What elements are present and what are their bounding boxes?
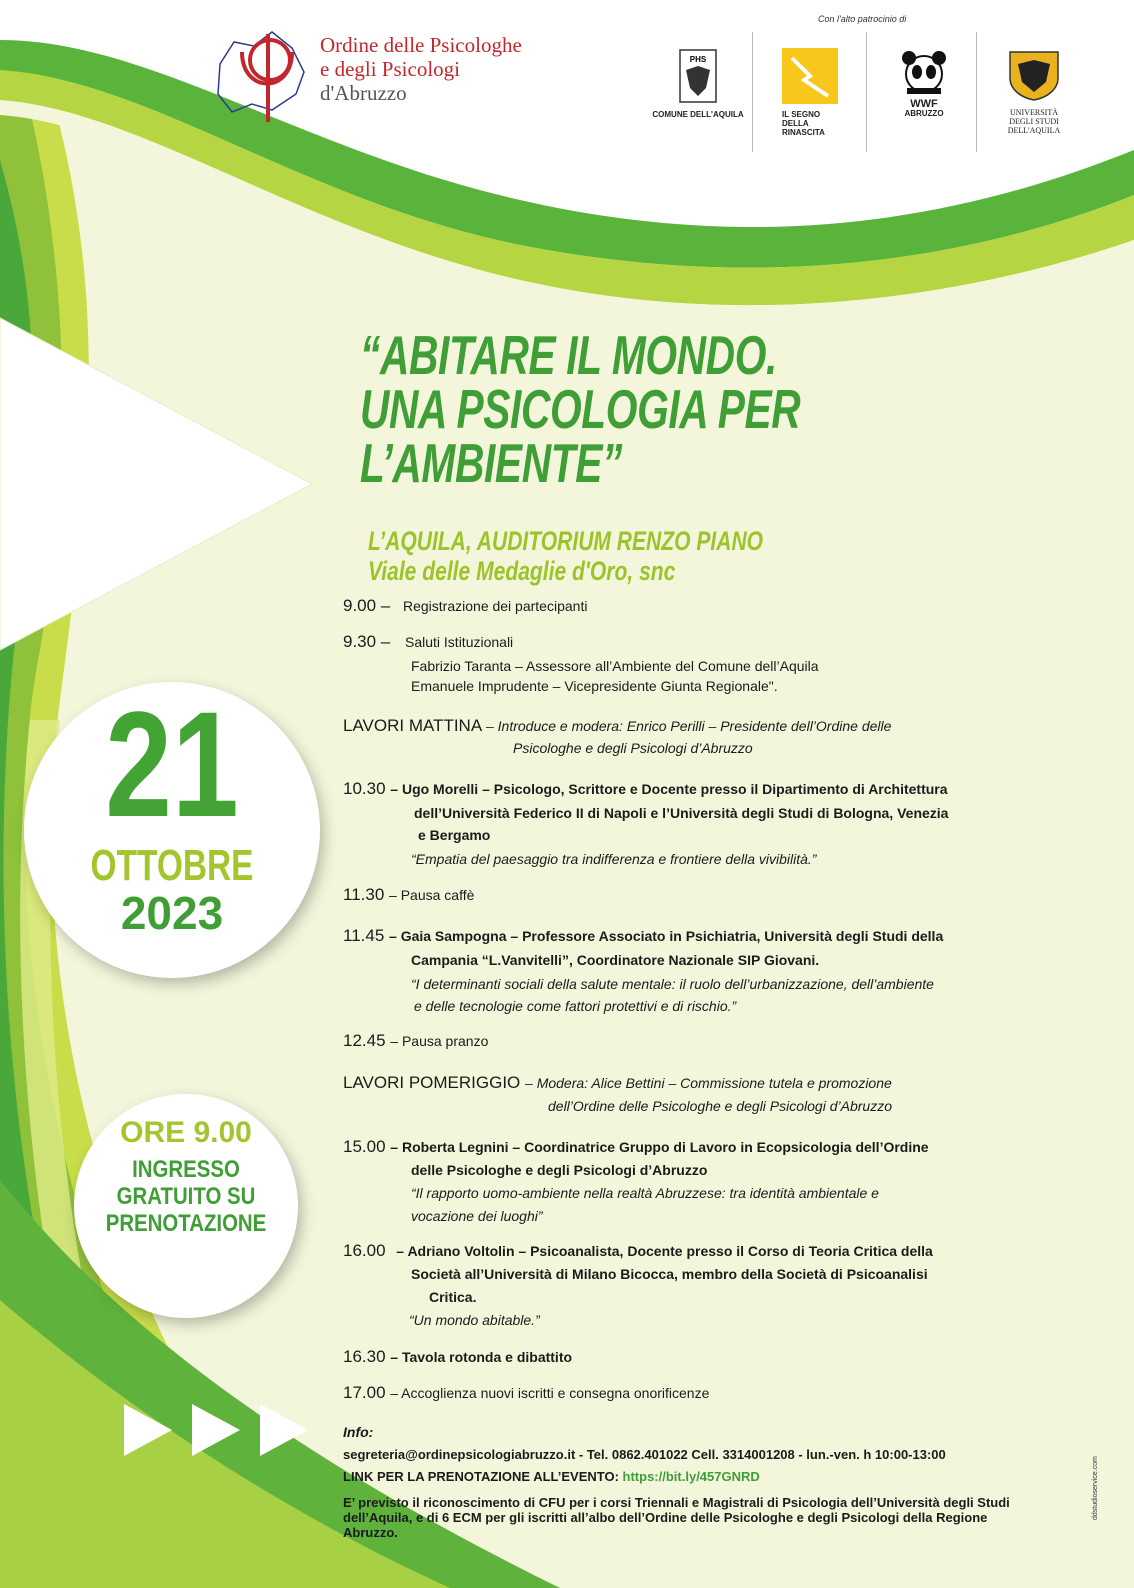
sponsor-univaq	[986, 48, 1082, 135]
organizer-name-line2: e degli Psicologi	[320, 57, 460, 81]
program-time: 17.00	[343, 1383, 386, 1402]
venue-address: Viale delle Medaglie d'Oro, snc	[368, 556, 676, 586]
program-desc-cont: dell’Università Federico II di Napoli e l’Università degli Studi di Bologna, Venezia	[414, 805, 949, 821]
segno-label-3: RINASCITA	[782, 128, 825, 137]
event-title-line1: “ABITARE IL MONDO.	[360, 324, 777, 386]
date-month: OTTOBRE	[90, 841, 254, 890]
program-item-1630	[343, 1347, 572, 1367]
program-time: 10.30	[343, 779, 386, 798]
sponsor-segno-rinascita	[764, 48, 860, 137]
sponsor-wwf	[876, 48, 972, 118]
program-item-1700	[343, 1383, 709, 1403]
designer-credit: ddstudioservice.com	[1092, 1456, 1099, 1520]
program-desc-cont: Campania “L.Vanvitelli”, Coordinatore Nazionale SIP Giovani.	[411, 952, 820, 968]
program-time: 15.00	[343, 1137, 386, 1156]
univaq-crest-icon	[1006, 48, 1062, 102]
program-item-930	[343, 632, 513, 652]
program-quote-cont: e delle tecnologie come fattori protettivi e di rischio.”	[414, 998, 737, 1014]
program-time: 9.30 –	[343, 632, 391, 651]
segno-label-2: DELLA	[782, 119, 809, 128]
entry-line1: INGRESSO	[132, 1156, 240, 1183]
program-item-1600	[343, 1241, 933, 1261]
segno-rinascita-logo-icon	[782, 48, 838, 104]
program-desc-cont: Società all’Università di Milano Bicocca, membro della Società di Psicoanalisi	[411, 1266, 928, 1282]
wwf-panda-icon	[899, 48, 949, 94]
organizer-name-line1: Ordine delle Psicologhe	[320, 33, 522, 57]
entry-line2: GRATUITO SU	[116, 1183, 256, 1210]
program-desc: – Gaia Sampogna – Professore Associato in Psichiatria, Università degli Studi della	[389, 928, 944, 944]
univaq-label-1: UNIVERSITÀ	[1010, 108, 1058, 117]
afternoon-head: LAVORI POMERIGGIO	[343, 1073, 521, 1092]
program-morning-header	[343, 716, 891, 736]
comune-crest-icon	[678, 48, 718, 104]
event-title-line2: UNA PSICOLOGIA PER	[360, 378, 801, 440]
program-time: 11.30	[343, 885, 385, 904]
program-item-1030	[343, 779, 948, 799]
date-day: 21	[105, 680, 239, 848]
program-desc: – Tavola rotonda e dibattito	[390, 1349, 573, 1365]
entry-text	[91, 1156, 281, 1237]
univaq-label-2: DEGLI STUDI	[1009, 117, 1059, 126]
program-desc: Registrazione dei partecipanti	[403, 598, 588, 614]
afternoon-moderator-cont: dell’Ordine delle Psicologhe e degli Psicologi d’Abruzzo	[548, 1098, 892, 1114]
program-time: 9.00 –	[343, 596, 391, 615]
program-item-900	[343, 596, 587, 616]
wwf-region-label: ABRUZZO	[904, 109, 944, 118]
booking-label: LINK PER LA PRENOTAZIONE ALL’EVENTO:	[343, 1469, 619, 1484]
program-desc: Saluti Istituzionali	[405, 634, 514, 650]
program-desc-cont: Critica.	[429, 1289, 477, 1305]
info-credits: E’ previsto il riconoscimento di CFU per i corsi Triennali e Magistrali di Psicologia dell’Università degli Studi dell’Aquila, e di 6 ECM per gli iscritti all’albo dell’Ordine delle Psicologhe e degli Psicologi della Regione Abruzzo.	[343, 1495, 1010, 1540]
sponsor-comune-aquila	[650, 48, 746, 119]
sponsor-divider	[976, 32, 977, 152]
program-speaker-imprudente: Emanuele Imprudente – Vicepresidente Giunta Regionale".	[411, 678, 778, 694]
crest-letters: PHS	[689, 55, 707, 64]
program-item-1500	[343, 1137, 929, 1157]
segno-label-1: IL SEGNO	[782, 110, 821, 119]
program-quote: “Empatia del paesaggio tra indifferenza e frontiere della vivibilità.”	[411, 851, 817, 867]
program-desc: – Adriano Voltolin – Psicoanalista, Docente presso il Corso di Teoria Critica della	[396, 1243, 933, 1259]
program-item-1130	[343, 885, 474, 905]
date-badge	[24, 682, 320, 978]
program-quote: “Un mondo abitable.”	[409, 1312, 540, 1328]
program-desc: – Pausa caffè	[389, 887, 475, 903]
morning-moderator: – Introduce e modera: Enrico Perilli – Presidente dell’Ordine delle	[485, 718, 892, 734]
entry-line3: PRENOTAZIONE	[105, 1210, 267, 1237]
organizer-name	[320, 33, 522, 105]
sponsor-comune-label: COMUNE DELL'AQUILA	[652, 110, 744, 119]
program-time: 16.00	[343, 1241, 386, 1260]
program-afternoon-header	[343, 1073, 892, 1093]
info-contacts: segreteria@ordinepsicologiabruzzo.it - Tel. 0862.401022 Cell. 3314001208 - lun.-ven. h 10:00-13:00	[343, 1447, 946, 1462]
wwf-label: WWF	[910, 98, 938, 110]
booking-link[interactable]: https://bit.ly/457GNRD	[622, 1469, 760, 1484]
program-item-1145	[343, 926, 943, 946]
program-desc: – Accoglienza nuovi iscritti e consegna onorificenze	[390, 1385, 710, 1401]
info-heading: Info:	[343, 1424, 374, 1440]
program-desc: – Ugo Morelli – Psicologo, Scrittore e Docente presso il Dipartimento di Architettura	[390, 781, 948, 797]
program-quote-cont: vocazione dei luoghi”	[411, 1208, 543, 1224]
event-title-line3: L’AMBIENTE”	[360, 432, 622, 494]
program-quote: “Il rapporto uomo-ambiente nella realtà Abruzzese: tra identità ambientale e	[411, 1185, 879, 1201]
sponsor-divider	[752, 32, 753, 152]
program-time: 11.45	[343, 926, 385, 945]
program-desc: – Pausa pranzo	[390, 1033, 489, 1049]
organizer-name-line3: d'Abruzzo	[320, 81, 407, 105]
date-year: 2023	[120, 887, 224, 939]
organizer-logo-icon	[212, 24, 316, 124]
event-venue	[368, 526, 763, 586]
morning-moderator-cont: Psicologhe e degli Psicologi d’Abruzzo	[513, 740, 753, 756]
program-desc-cont: delle Psicologhe e degli Psicologi d’Abruzzo	[411, 1162, 708, 1178]
afternoon-moderator: – Modera: Alice Bettini – Commissione tutela e promozione	[525, 1075, 892, 1091]
morning-head: LAVORI MATTINA	[343, 716, 482, 735]
program-desc: – Roberta Legnini – Coordinatrice Gruppo di Lavoro in Ecopsicologia dell’Ordine	[390, 1139, 929, 1155]
univaq-label-3: DELL'AQUILA	[1007, 126, 1061, 135]
event-title	[360, 324, 801, 494]
entry-time: ORE 9.00	[120, 1116, 252, 1149]
entry-badge	[74, 1094, 298, 1318]
program-item-1245	[343, 1031, 488, 1051]
patronage-label: Con l'alto patrocinio di	[818, 14, 907, 24]
program-time: 12.45	[343, 1031, 386, 1050]
program-time: 16.30	[343, 1347, 386, 1366]
program-speaker-taranta: Fabrizio Taranta – Assessore all’Ambiente del Comune dell’Aquila	[411, 658, 819, 674]
sponsor-divider	[866, 32, 867, 152]
info-booking	[343, 1469, 760, 1485]
program-desc-cont: e Bergamo	[418, 827, 491, 843]
venue-name: L’AQUILA, AUDITORIUM RENZO PIANO	[368, 526, 764, 556]
program-quote: “I determinanti sociali della salute mentale: il ruolo dell’urbanizzazione, dell’ambiente	[411, 976, 934, 992]
